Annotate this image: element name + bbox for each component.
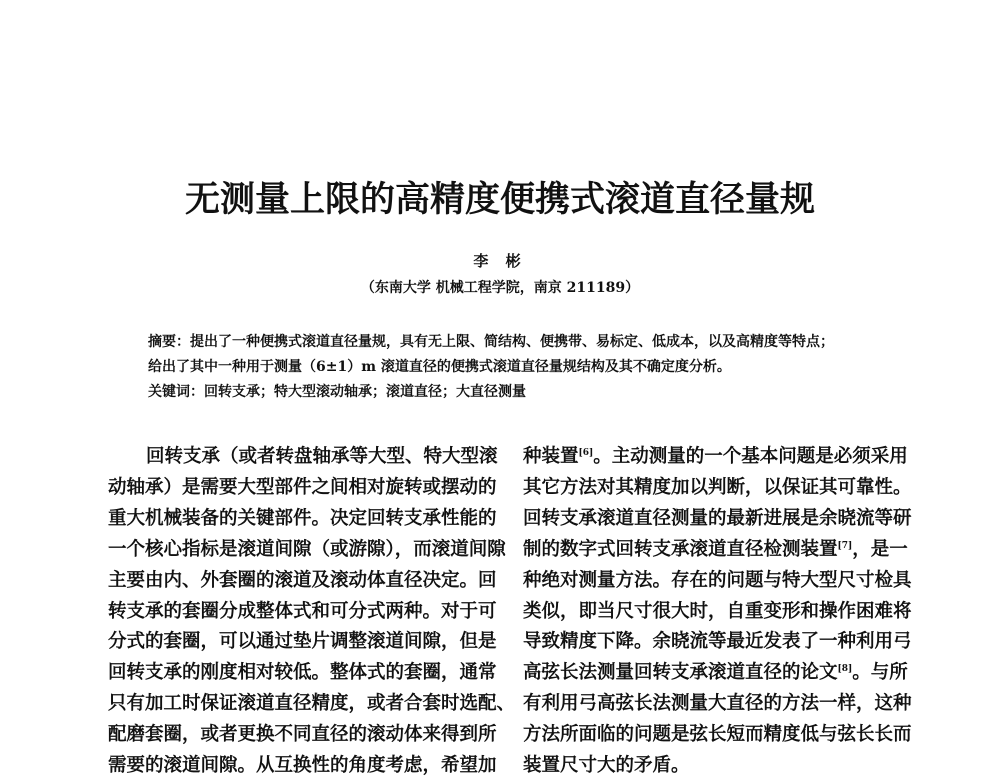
body-text-line: 有利用弓高弦长法测量大直径的方法一样，这种 — [523, 693, 912, 715]
abstract-line: 摘要：提出了一种便携式滚道直径量规，具有无上限、简结构、便携带、易标定、低成本，以及高精度等特点； — [148, 334, 834, 350]
body-text-line: 只有加工时保证滚道直径精度，或者合套时选配、 — [108, 693, 516, 715]
body-text-line: 其它方法对其精度加以判断，以保证其可靠性。 — [523, 476, 912, 498]
body-text-line: 种绝对测量方法。存在的问题与特大型尺寸检具 — [523, 569, 912, 591]
body-text-line: 制的数字式回转支承滚道直径检测装置[7]，是一 — [523, 538, 908, 560]
body-text-line: 一个核心指标是滚道间隙（或游隙），而滚道间隙 — [108, 538, 506, 560]
body-text-line: 类似，即当尺寸很大时，自重变形和操作困难将 — [523, 600, 912, 622]
body-text-line: 主要由内、外套圈的滚道及滚动体直径决定。回 — [108, 569, 497, 591]
body-text-line: 转支承的套圈分成整体式和可分式两种。对于可 — [108, 600, 497, 622]
body-text-line: 高弦长法测量回转支承滚道直径的论文[8]。与所 — [523, 662, 908, 684]
citation-ref: [8] — [837, 664, 853, 675]
abstract-line: 给出了其中一种用于测量（6±1）m 滚道直径的便携式滚道直径量规结构及其不确定度分析。 — [148, 359, 731, 375]
body-text-line: 动轴承）是需要大型部件之间相对旋转或摆动的 — [108, 476, 497, 498]
body-text-line: 分式的套圈，可以通过垫片调整滚道间隙，但是 — [108, 631, 497, 653]
body-text-line: 种装置[6]。主动测量的一个基本问题是必须采用 — [523, 446, 908, 467]
affiliation: （东南大学 机械工程学院，南京 211189） — [360, 280, 640, 296]
body-text-line: 需要的滚道间隙。从互换性的角度考虑，希望加 — [108, 755, 497, 776]
body-text-line: 方法所面临的问题是弦长短而精度低与弦长长而 — [523, 724, 912, 746]
body-text-line: 配磨套圈，或者更换不同直径的滚动体来得到所 — [108, 724, 497, 746]
body-text-line: 导致精度下降。余晓流等最近发表了一种利用弓 — [523, 631, 912, 653]
citation-ref: [6] — [578, 447, 594, 458]
paper-title: 无测量上限的高精度便携式滚道直径量规 — [184, 179, 815, 220]
body-text-line: 回转支承的刚度相对较低。整体式的套圈，通常 — [108, 662, 497, 684]
body-text-line: 回转支承滚道直径测量的最新进展是余晓流等研 — [523, 507, 912, 529]
abstract-label: 摘要： — [148, 334, 190, 350]
citation-ref: [7] — [837, 540, 853, 551]
body-text-line: 装置尺寸大的矛盾。 — [523, 755, 690, 776]
author: 李 彬 — [473, 252, 527, 270]
keywords-label: 关键词： — [148, 384, 204, 400]
keywords: 关键词：回转支承；特大型滚动轴承；滚道直径；大直径测量 — [148, 384, 526, 400]
body-text-line: 重大机械装备的关键部件。决定回转支承性能的 — [108, 507, 497, 529]
body-text-line: 回转支承（或者转盘轴承等大型、特大型滚 — [146, 446, 498, 467]
